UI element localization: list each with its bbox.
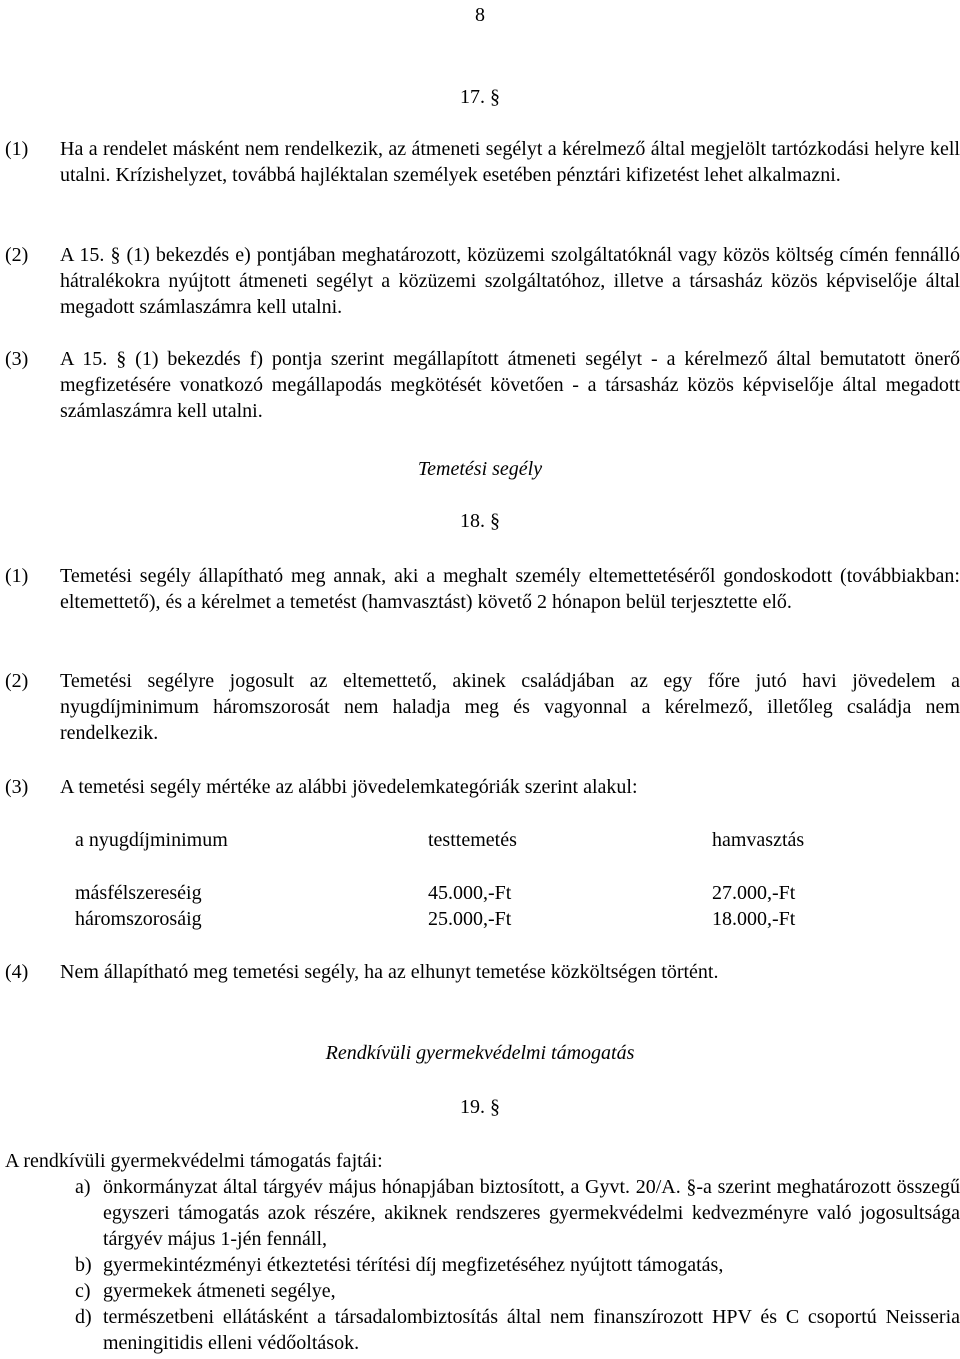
paragraph-number: (3) xyxy=(5,776,29,798)
paragraph-number: (2) xyxy=(5,244,29,266)
table-cell: 25.000,-Ft xyxy=(428,908,512,930)
table-header-cell: a nyugdíjminimum xyxy=(75,829,228,851)
list-item-a xyxy=(75,1174,960,1252)
list-item-text: természetbeni ellátásként a társadalombiztosítás által nem finanszírozott HPV és C csoportú Neisseria meningitidis elleni védőoltások. xyxy=(103,1306,960,1354)
table-header-cell: testtemetés xyxy=(428,829,517,851)
table-row xyxy=(75,880,835,906)
section-18-paragraph-1 xyxy=(5,563,960,615)
list-item-text: gyermekek átmeneti segélye, xyxy=(103,1280,336,1302)
list-item-letter: a) xyxy=(75,1176,91,1198)
paragraph-text: A 15. § (1) bekezdés f) pontja szerint megállapított átmeneti segélyt - a kérelmező által bemutatott önerő megfizetésére vonatkozó megállapodás megkötését követően - a társasház közös képviselője által megadott számlaszámra kell utalni. xyxy=(60,348,960,422)
section-18-paragraph-4 xyxy=(5,959,960,985)
table-row xyxy=(75,906,835,932)
table-cell: 45.000,-Ft xyxy=(428,882,512,904)
section-17-paragraph-1 xyxy=(5,136,960,188)
paragraph-text: Temetési segélyre jogosult az eltemettető, akinek családjában az egy főre jutó havi jövedelem a nyugdíjminimum háromszorosát nem haladja meg és vagyonnal a kérelmező, illetőleg családja nem rendelkezik. xyxy=(60,670,960,744)
section-17-heading: 17. § xyxy=(460,86,500,108)
paragraph-text: A 15. § (1) bekezdés e) pontjában meghatározott, közüzemi szolgáltatóknál vagy közös költség címén fennálló hátralékokra nyújtott átmeneti segélyt a közüzemi szolgáltatóhoz, illetve a társasház közös képviselője által megadott számlaszámra kell utalni. xyxy=(60,244,960,318)
section-19-intro: A rendkívüli gyermekvédelmi támogatás fajtái: xyxy=(5,1150,383,1172)
paragraph-text: Ha a rendelet másként nem rendelkezik, az átmeneti segélyt a kérelmező által megjelölt tartózkodási helyre kell utalni. Krízishelyzet, továbbá hajléktalan személyek esetében pénztári kifizetést lehet alkalmazni. xyxy=(60,138,960,186)
list-item-letter: c) xyxy=(75,1280,91,1302)
section-19-heading: 19. § xyxy=(460,1096,500,1118)
section-18-paragraph-3 xyxy=(5,774,960,800)
paragraph-number: (3) xyxy=(5,348,29,370)
paragraph-number: (2) xyxy=(5,670,29,692)
section-18-paragraph-2 xyxy=(5,668,960,746)
table-cell: 27.000,-Ft xyxy=(712,882,796,904)
list-item-letter: b) xyxy=(75,1254,92,1276)
table-header-cell: hamvasztás xyxy=(712,829,805,851)
temetesi-segely-title: Temetési segély xyxy=(417,458,543,480)
table-cell: másfélszereséig xyxy=(75,882,202,904)
list-item-text: gyermekintézményi étkeztetési térítési díj megfizetéséhez nyújtott támogatás, xyxy=(103,1254,724,1276)
section-17-paragraph-2 xyxy=(5,242,960,320)
list-item-d xyxy=(75,1304,960,1356)
list-item-letter: d) xyxy=(75,1306,92,1328)
paragraph-number: (1) xyxy=(5,138,29,160)
section-17-paragraph-3 xyxy=(5,346,960,424)
paragraph-text: Temetési segély állapítható meg annak, aki a meghalt személy eltemettetéséről gondoskodott (továbbiakban: eltemettető), és a kérelmet a temetést (hamvasztást) követő 2 hónapon belül terjesztette elő. xyxy=(60,565,960,613)
paragraph-text: Nem állapítható meg temetési segély, ha az elhunyt temetése közköltségen történt. xyxy=(60,961,719,983)
list-item-text: önkormányzat által tárgyév május hónapjában biztosított, a Gyvt. 20/A. §-a szerint meghatározott összegű egyszeri támogatás azok részére, akiknek rendszeres gyermekvédelmi kedvezményre való jogosultsága tárgyév május 1-jén fennáll, xyxy=(103,1176,960,1250)
paragraph-number: (1) xyxy=(5,565,29,587)
table-cell: háromszorosáig xyxy=(75,908,202,930)
paragraph-number: (4) xyxy=(5,961,29,983)
list-item-c xyxy=(75,1278,960,1304)
list-item-b xyxy=(75,1252,960,1278)
rendkivuli-title: Rendkívüli gyermekvédelmi támogatás xyxy=(325,1042,635,1064)
page-number: 8 xyxy=(475,4,485,26)
table-header-row xyxy=(75,827,835,853)
table-cell: 18.000,-Ft xyxy=(712,908,796,930)
section-18-heading: 18. § xyxy=(460,510,500,532)
paragraph-text: A temetési segély mértéke az alábbi jövedelemkategóriák szerint alakul: xyxy=(60,776,638,798)
